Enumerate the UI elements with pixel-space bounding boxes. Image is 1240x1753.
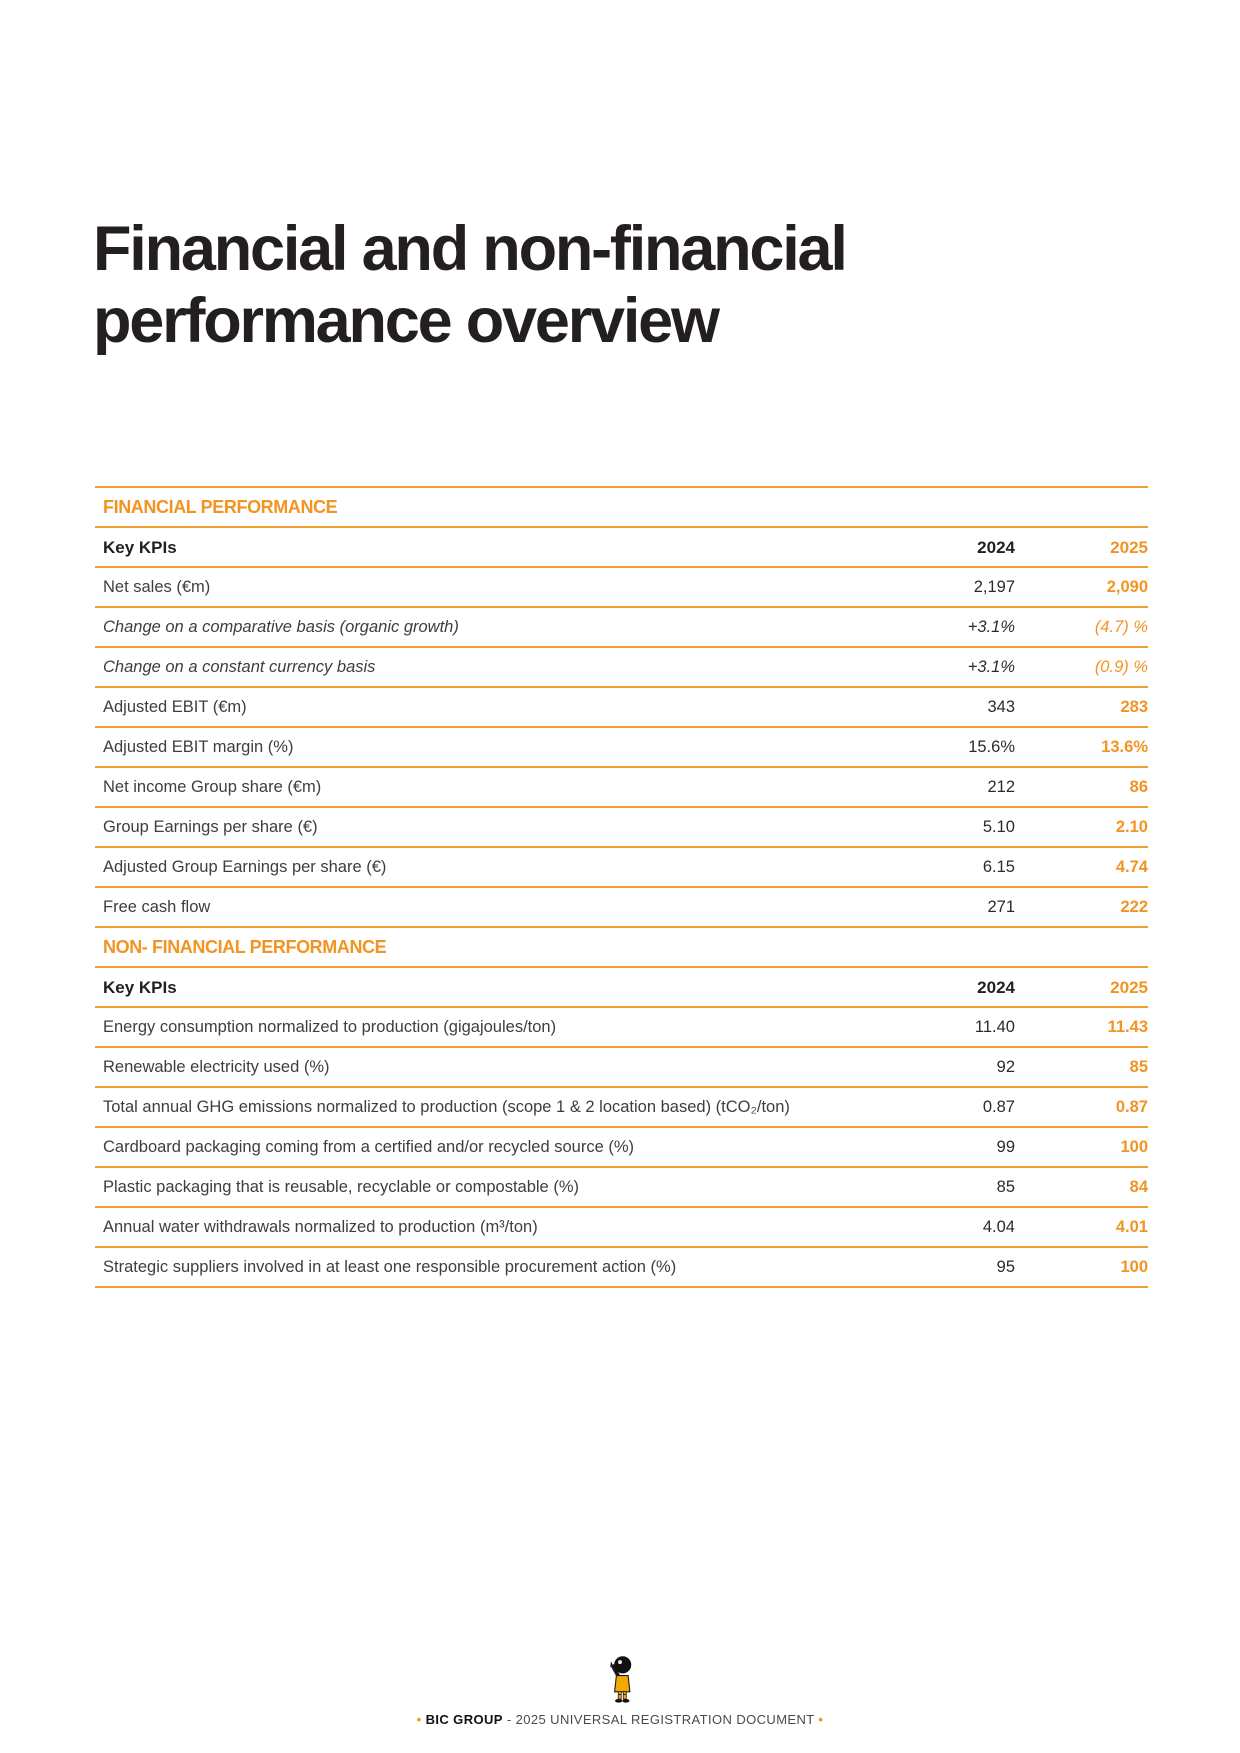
kpi-label: Total annual GHG emissions normalized to production (scope 1 & 2 location based) (tCO₂/ton): [103, 1098, 790, 1116]
kpi-label: Net income Group share (€m): [103, 778, 322, 796]
page-footer: [0, 1653, 1240, 1727]
table-row: [95, 648, 1148, 688]
value-2024: 85: [996, 1178, 1015, 1196]
col-header-2024: 2024: [977, 977, 1015, 997]
value-2025: 4.01: [1115, 1218, 1148, 1236]
non-financial-kpi-header-row: [95, 968, 1148, 1008]
footer-text: [417, 1712, 824, 1727]
table-row: [95, 728, 1148, 768]
bic-boy-mascot-icon: [602, 1653, 638, 1709]
table-row: [95, 608, 1148, 648]
kpi-label: Energy consumption normalized to production (gigajoules/ton): [103, 1018, 557, 1036]
value-2025: 2.10: [1115, 818, 1148, 836]
value-2025: 222: [1120, 898, 1148, 916]
table-row: [95, 1048, 1148, 1088]
table-row: [95, 1168, 1148, 1208]
table-row: [95, 1088, 1148, 1128]
kpi-header-label: Key KPIs: [103, 537, 177, 557]
page-title-line2: performance overview: [93, 285, 718, 356]
value-2025: 100: [1120, 1258, 1148, 1276]
value-2025: 84: [1129, 1178, 1148, 1196]
table-row: [95, 688, 1148, 728]
kpi-label: Change on a comparative basis (organic growth): [103, 618, 459, 636]
table-row: [95, 768, 1148, 808]
footer-brand: BIC GROUP: [425, 1712, 503, 1727]
table-row: [95, 1008, 1148, 1048]
table-row: [95, 808, 1148, 848]
page-title-line1: Financial and non-financial: [93, 214, 846, 284]
value-2024: 95: [996, 1258, 1015, 1276]
kpi-label: Group Earnings per share (€): [103, 818, 318, 836]
value-2024: 6.15: [982, 858, 1015, 876]
kpi-label: Cardboard packaging coming from a certified and/or recycled source (%): [103, 1138, 634, 1156]
value-2025: 11.43: [1107, 1018, 1148, 1036]
section-title: NON- FINANCIAL PERFORMANCE: [103, 937, 387, 957]
section-header-financial: [95, 488, 1148, 528]
value-2024: 4.04: [982, 1218, 1015, 1236]
value-2025: (0.9) %: [1094, 658, 1148, 676]
value-2025: 0.87: [1115, 1098, 1148, 1116]
value-2024: 92: [996, 1058, 1015, 1076]
value-2025: 86: [1129, 778, 1148, 796]
value-2025: 283: [1120, 698, 1148, 716]
table-row: [95, 848, 1148, 888]
value-2025: 4.74: [1115, 858, 1148, 876]
value-2024: 5.10: [982, 818, 1015, 836]
kpi-label: Change on a constant currency basis: [103, 658, 376, 676]
value-2024: +3.1%: [967, 658, 1015, 676]
value-2024: 11.40: [974, 1018, 1015, 1036]
kpi-label: Plastic packaging that is reusable, recyclable or compostable (%): [103, 1178, 579, 1196]
value-2024: 343: [987, 698, 1015, 716]
value-2025: 2,090: [1106, 578, 1148, 596]
kpi-label: Adjusted EBIT (€m): [103, 698, 247, 716]
value-2024: 0.87: [982, 1098, 1015, 1116]
kpi-label: Strategic suppliers involved in at least one responsible procurement action (%): [103, 1258, 677, 1276]
kpi-header-label: Key KPIs: [103, 977, 177, 997]
value-2024: 2,197: [973, 578, 1015, 596]
section-title: FINANCIAL PERFORMANCE: [103, 497, 338, 517]
table-row: [95, 888, 1148, 928]
table-row: [95, 568, 1148, 608]
footer-doc-title: 2025 UNIVERSAL REGISTRATION DOCUMENT: [515, 1712, 815, 1727]
table-row: [95, 1248, 1148, 1288]
footer-dash: -: [502, 1712, 516, 1727]
value-2024: 212: [987, 778, 1015, 796]
footer-bullet-right: •: [818, 1712, 824, 1727]
kpi-label: Adjusted EBIT margin (%): [103, 738, 294, 756]
value-2025: (4.7) %: [1094, 618, 1148, 636]
financial-kpi-header-row: [95, 528, 1148, 568]
table-row: [95, 1208, 1148, 1248]
performance-table: [95, 486, 1148, 1288]
kpi-label: Net sales (€m): [103, 578, 211, 596]
value-2024: 99: [996, 1138, 1015, 1156]
col-header-2025: 2025: [1110, 977, 1148, 997]
value-2024: +3.1%: [967, 618, 1015, 636]
footer-bullet-left: •: [416, 1712, 422, 1727]
table-row: [95, 1128, 1148, 1168]
value-2024: 15.6%: [968, 738, 1015, 756]
value-2025: 13.6%: [1101, 738, 1148, 756]
value-2025: 100: [1120, 1138, 1148, 1156]
section-header-non-financial: [95, 928, 1148, 968]
col-header-2025: 2025: [1110, 537, 1148, 557]
kpi-label: Adjusted Group Earnings per share (€): [103, 858, 387, 876]
col-header-2024: 2024: [977, 537, 1015, 557]
kpi-label: Renewable electricity used (%): [103, 1058, 330, 1076]
kpi-label: Annual water withdrawals normalized to production (m³/ton): [103, 1218, 538, 1236]
kpi-label: Free cash flow: [103, 898, 211, 916]
value-2024: 271: [987, 898, 1015, 916]
value-2025: 85: [1129, 1058, 1148, 1076]
page-title: [93, 214, 846, 358]
